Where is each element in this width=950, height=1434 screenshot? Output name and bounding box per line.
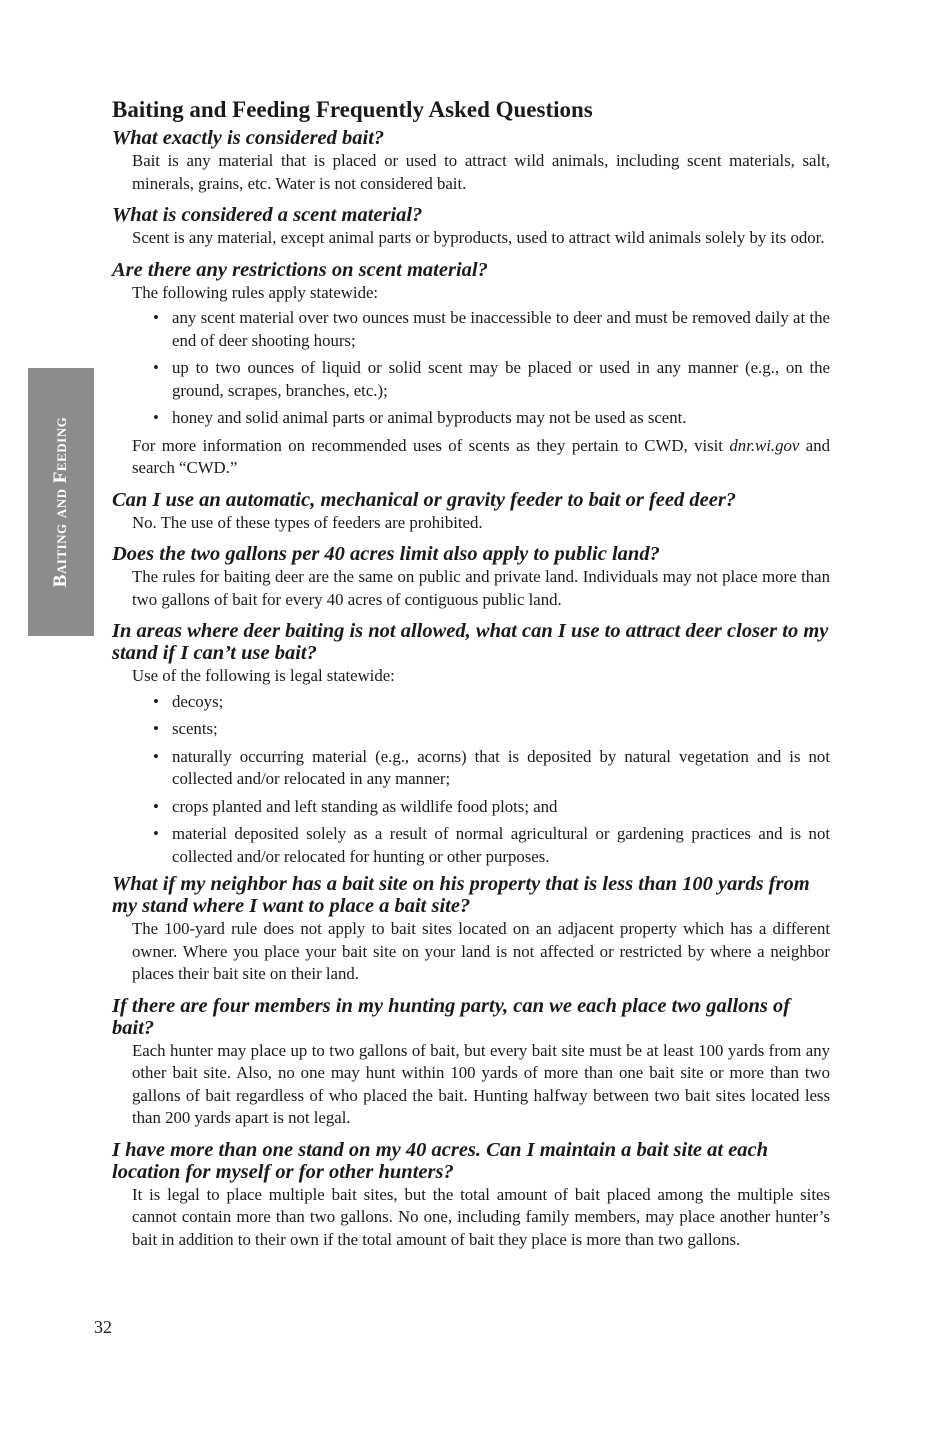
list-item: • any scent material over two ounces must be inaccessible to deer and must be removed daily at the end of deer shooting hours;	[172, 307, 830, 352]
list-item: • decoys;	[172, 691, 830, 714]
faq-item	[112, 127, 830, 195]
list-item: • naturally occurring material (e.g., acorns) that is deposited by natural vegetation and is not collected and/or relocated in any manner;	[172, 746, 830, 791]
more-info-suffix: and search “CWD.”	[132, 435, 830, 477]
faq-answer: Scent is any material, except animal parts or byproducts, used to attract wild animals solely by its odor.	[132, 228, 825, 247]
bullet-list	[112, 307, 830, 430]
faq-answer: The 100-yard rule does not apply to bait sites located on an adjacent property which has a different owner. Where you place your bait site on your land is not affected or restricted by where a neighbor places their bait site on their land.	[132, 919, 830, 983]
more-info-prefix: For more information on recommended uses of scents as they pertain to CWD, visit	[132, 435, 730, 455]
faq-item	[112, 489, 830, 535]
faq-item	[112, 543, 830, 611]
faq-answer-intro: The following rules apply statewide:	[132, 282, 379, 302]
page-content	[112, 96, 830, 1251]
faq-question: Are there any restrictions on scent material?	[112, 258, 488, 281]
faq-question: In areas where deer baiting is not allowed, what can I use to attract deer closer to my stand if I can’t use bait?	[112, 620, 829, 664]
faq-item	[112, 204, 830, 250]
faq-answer: Bait is any material that is placed or used to attract wild animals, including scent materials, salt, minerals, grains, etc. Water is not considered bait.	[132, 151, 830, 193]
list-item: • honey and solid animal parts or animal byproducts may not be used as scent.	[172, 407, 830, 430]
faq-answer-intro: Use of the following is legal statewide:	[132, 666, 395, 685]
faq-item	[112, 1139, 830, 1252]
page-number: 32	[94, 1317, 112, 1337]
faq-answer: The rules for baiting deer are the same on public and private land. Individuals may not place more than two gallons of bait for every 40 acres of contiguous public land.	[132, 567, 830, 609]
list-item: • crops planted and left standing as wildlife food plots; and	[172, 796, 830, 819]
faq-item	[112, 995, 830, 1130]
bullet-list	[112, 691, 830, 869]
faq-item	[112, 259, 830, 480]
side-tab-label: Baiting and Feeding	[50, 416, 71, 588]
faq-item	[112, 873, 830, 986]
faq-answer: Each hunter may place up to two gallons of bait, but every bait site must be at least 100 yards from any other bait site. Also, no one may hunt within 100 yards of more than one bait site or more than two gallons of bait regardless of who placed the bait. Hunting halfway between two bait sites located less than 200 yards apart is not legal.	[132, 1040, 830, 1127]
faq-question: Does the two gallons per 40 acres limit also apply to public land?	[112, 543, 660, 565]
more-info-text	[132, 435, 830, 480]
faq-answer: No. The use of these types of feeders are prohibited.	[132, 512, 483, 532]
page-title: Baiting and Feeding Frequently Asked Questions	[112, 97, 593, 122]
faq-question: What if my neighbor has a bait site on his property that is less than 100 yards from my stand where I want to place a bait site?	[112, 873, 810, 917]
list-item: • material deposited solely as a result of normal agricultural or gardening practices and is not collected and/or relocated for hunting or other purposes.	[172, 823, 830, 868]
dnr-link[interactable]: dnr.wi.gov	[729, 435, 800, 455]
faq-question: I have more than one stand on my 40 acres. Can I maintain a bait site at each location for myself or for other hunters?	[112, 1138, 769, 1183]
faq-question: Can I use an automatic, mechanical or gravity feeder to bait or feed deer?	[112, 488, 737, 511]
faq-question: What exactly is considered bait?	[112, 127, 385, 149]
list-item: • scents;	[172, 718, 830, 741]
faq-question: If there are four members in my hunting party, can we each place two gallons of bait?	[112, 994, 791, 1039]
section-side-tab	[28, 368, 94, 636]
faq-item	[112, 620, 830, 868]
faq-answer: It is legal to place multiple bait sites, but the total amount of bait placed among the multiple sites cannot contain more than two gallons. No one, including family members, may place another hunter’s bait in addition to their own if the total amount of bait they place is more than two gallons.	[132, 1184, 830, 1249]
faq-question: What is considered a scent material?	[112, 204, 423, 226]
list-item: • up to two ounces of liquid or solid scent may be placed or used in any manner (e.g., on the ground, scrapes, branches, etc.);	[172, 357, 830, 402]
